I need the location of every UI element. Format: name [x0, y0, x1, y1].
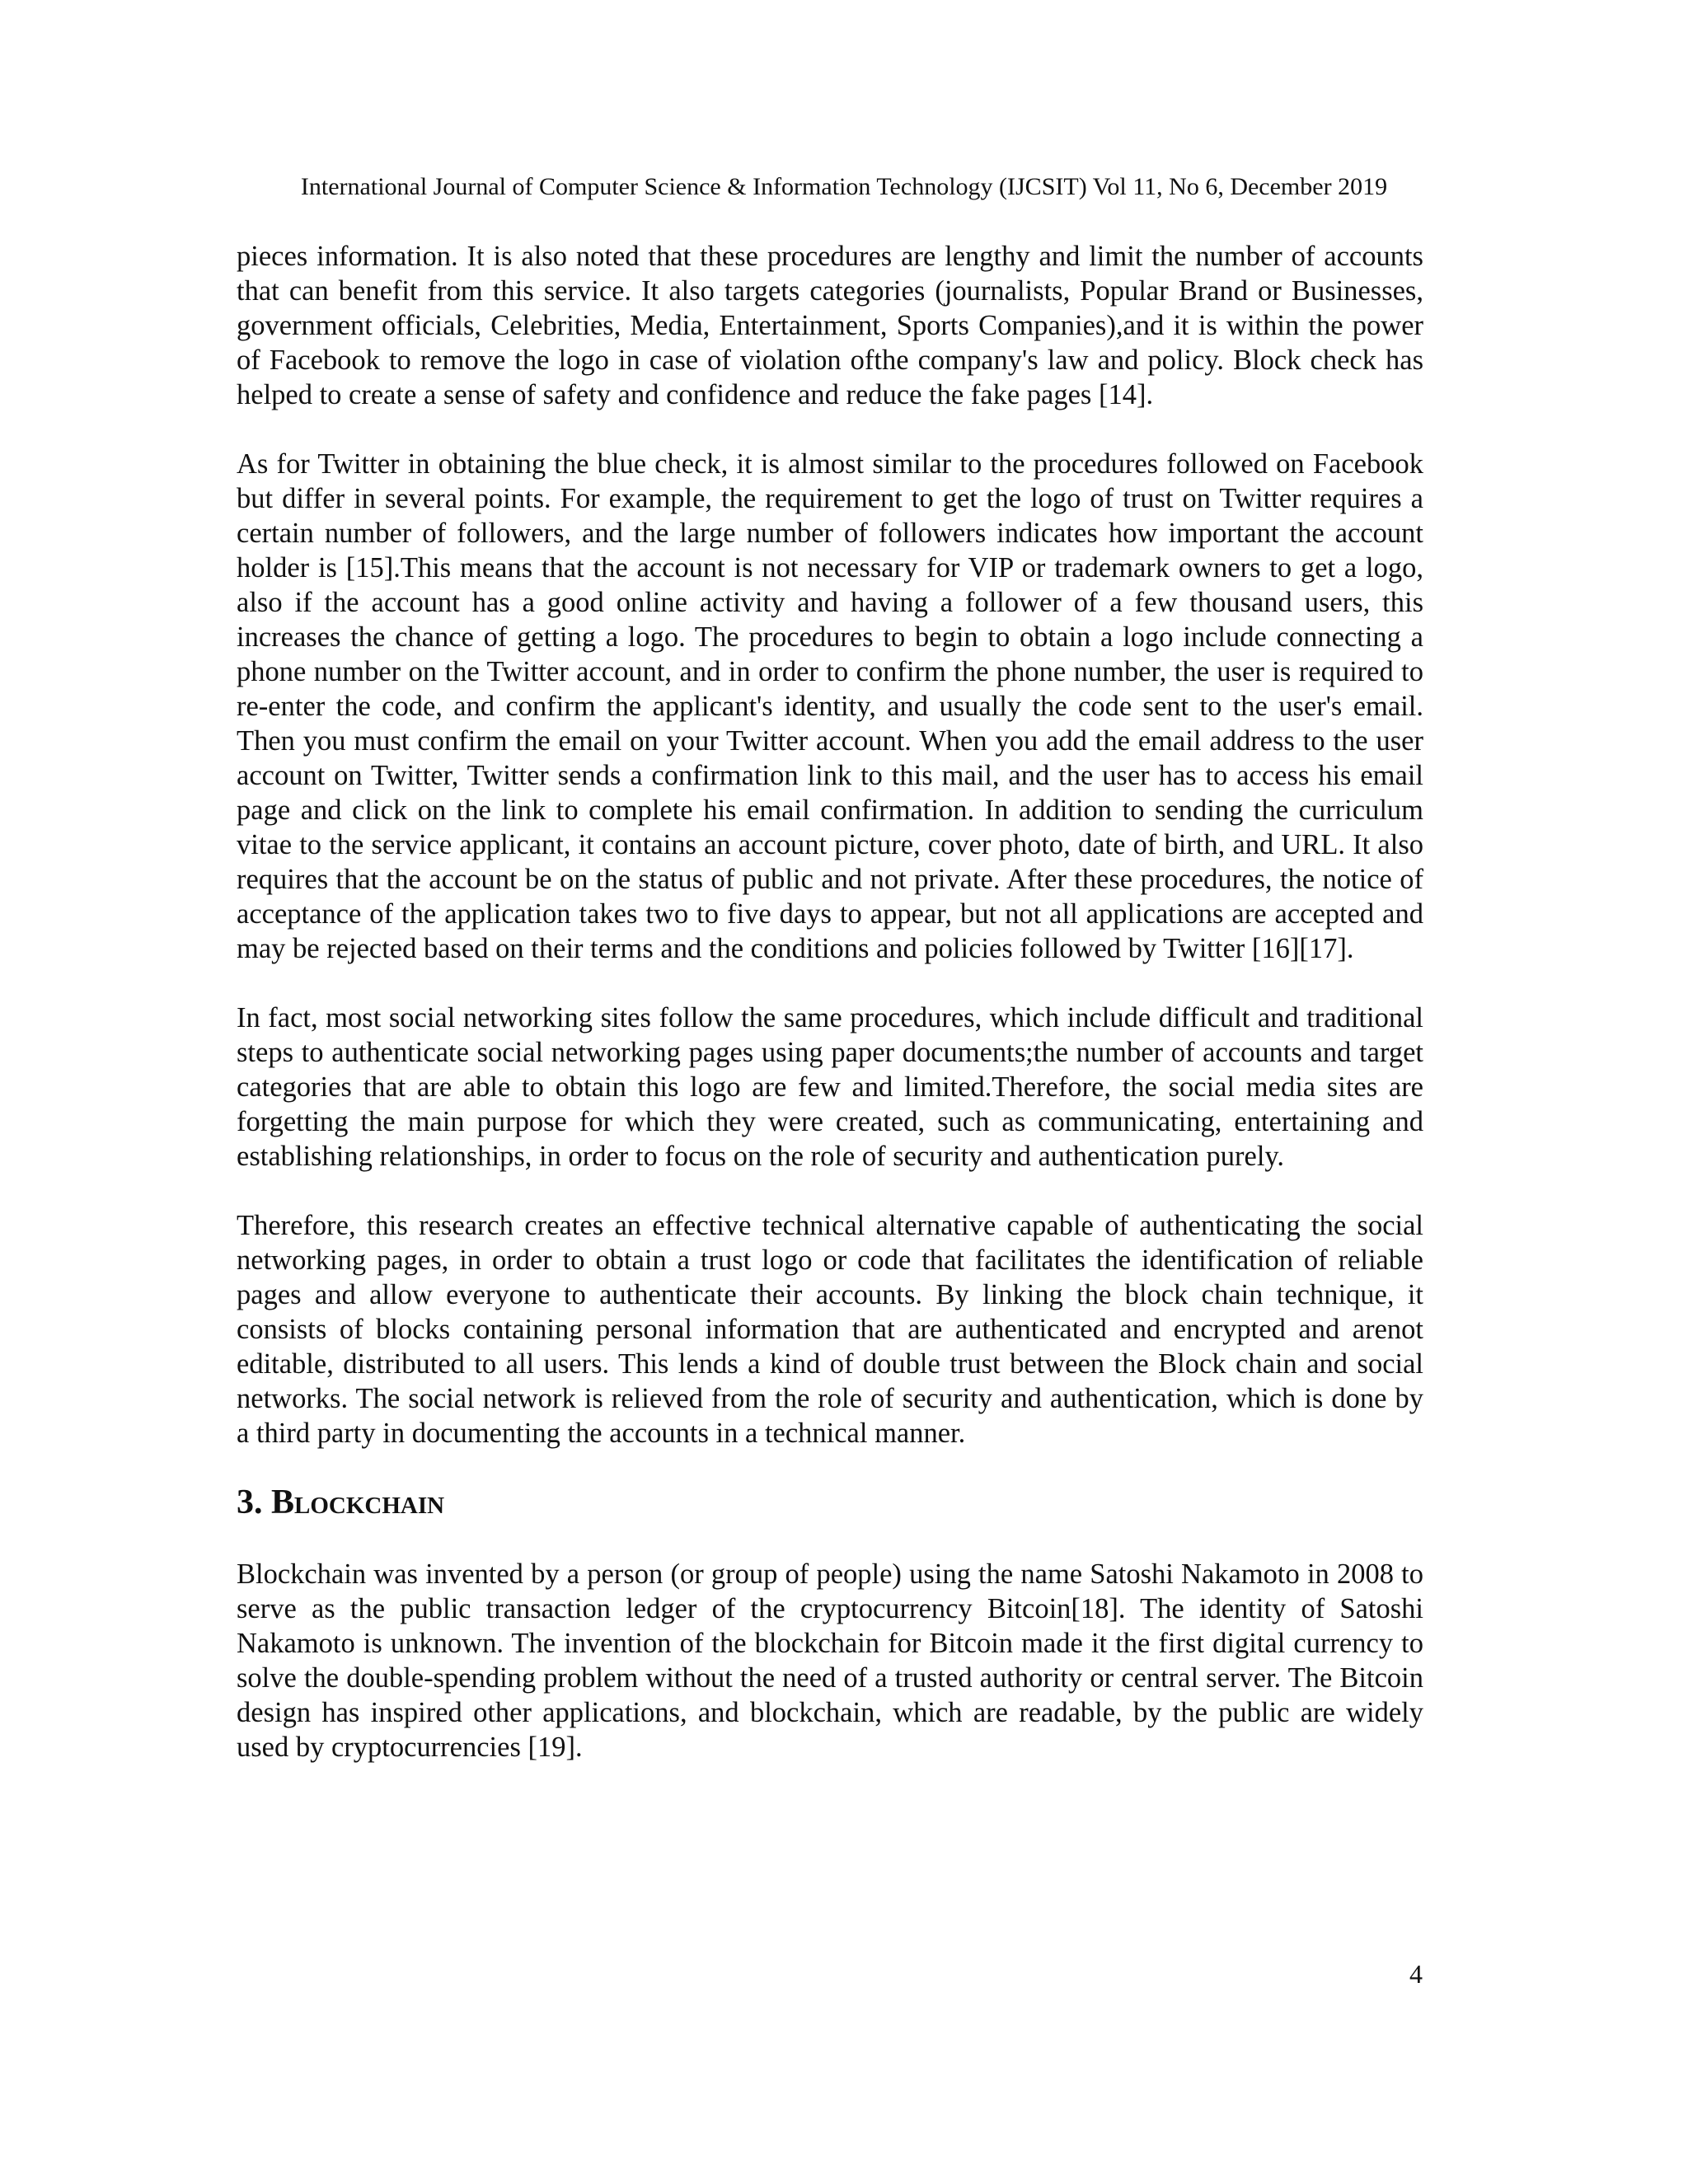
- paragraph-blockchain-intro: Blockchain was invented by a person (or group of people) using the name Satoshi Nakamoto in 2008 to serve as the public transaction ledger of the cryptocurrency Bitcoin[18]. The identity of Satoshi Nakamoto is unknown. The invention of the blockchain for Bitcoin made it the first digital currency to solve the double-spending problem without the need of a trusted authority or central server. The Bitcoin design has inspired other applications, and blockchain, which are readable, by the public are widely used by cryptocurrencies [19].: [237, 1558, 1423, 1763]
- page-number: 4: [1409, 1959, 1423, 1989]
- paragraph-social-networks-procedures: In fact, most social networking sites follow the same procedures, which include difficult and traditional steps to authenticate social networking pages using paper documents;the number of accounts and target categories that are able to obtain this logo are few and limited.Therefore, the social media sites are forgetting the main purpose for which they were created, such as communicating, entertaining and establishing relationships, in order to focus on the role of security and authentication purely.: [237, 1002, 1423, 1172]
- paragraph-facebook-verification: pieces information. It is also noted that these procedures are lengthy and limit the number of accounts that can benefit from this service. It also targets categories (journalists, Popular Brand or Businesses, government officials, Celebrities, Media, Entertainment, Sports Companies),and it is within the power of Facebook to remove the logo in case of violation ofthe company's law and policy. Block check has helped to create a sense of safety and confidence and reduce the fake pages [14].: [237, 241, 1423, 410]
- paragraph-twitter-verification: As for Twitter in obtaining the blue check, it is almost similar to the procedures followed on Facebook but differ in several points. For example, the requirement to get the logo of trust on Twitter requires a certain number of followers, and the large number of followers indicates how important the account holder is [15].This means that the account is not necessary for VIP or trademark owners to get a logo, also if the account has a good online activity and having a follower of a few thousand users, this increases the chance of getting a logo. The procedures to begin to obtain a logo include connecting a phone number on the Twitter account, and in order to confirm the phone number, the user is required to re-enter the code, and confirm the applicant's identity, and usually the code sent to the user's email. Then you must confirm the email on your Twitter account. When you add the email address to the user account on Twitter, Twitter sends a confirmation link to this mail, and the user has to access his email page and click on the link to complete his email confirmation. In addition to sending the curriculum vitae to the service applicant, it contains an account picture, cover photo, date of birth, and URL. It also requires that the account be on the status of public and not private. After these procedures, the notice of acceptance of the application takes two to five days to appear, but not all applications are accepted and may be rejected based on their terms and the conditions and policies followed by Twitter [16][17].: [237, 448, 1423, 964]
- section-heading-blockchain: 3. Blockchain: [237, 1483, 445, 1521]
- body-text: [237, 239, 1423, 1765]
- running-header: International Journal of Computer Science & Information Technology (IJCSIT) Vol 11, No 6, December 2019: [300, 173, 1388, 200]
- paragraph-research-alternative: Therefore, this research creates an effective technical alternative capable of authenticating the social networking pages, in order to obtain a trust logo or code that facilitates the identification of reliable pages and allow everyone to authenticate their accounts. By linking the block chain technique, it consists of blocks containing personal information that are authenticated and encrypted and arenot editable, distributed to all users. This lends a kind of double trust between the Block chain and social networks. The social network is relieved from the role of security and authentication, which is done by a third party in documenting the accounts in a technical manner.: [237, 1210, 1423, 1449]
